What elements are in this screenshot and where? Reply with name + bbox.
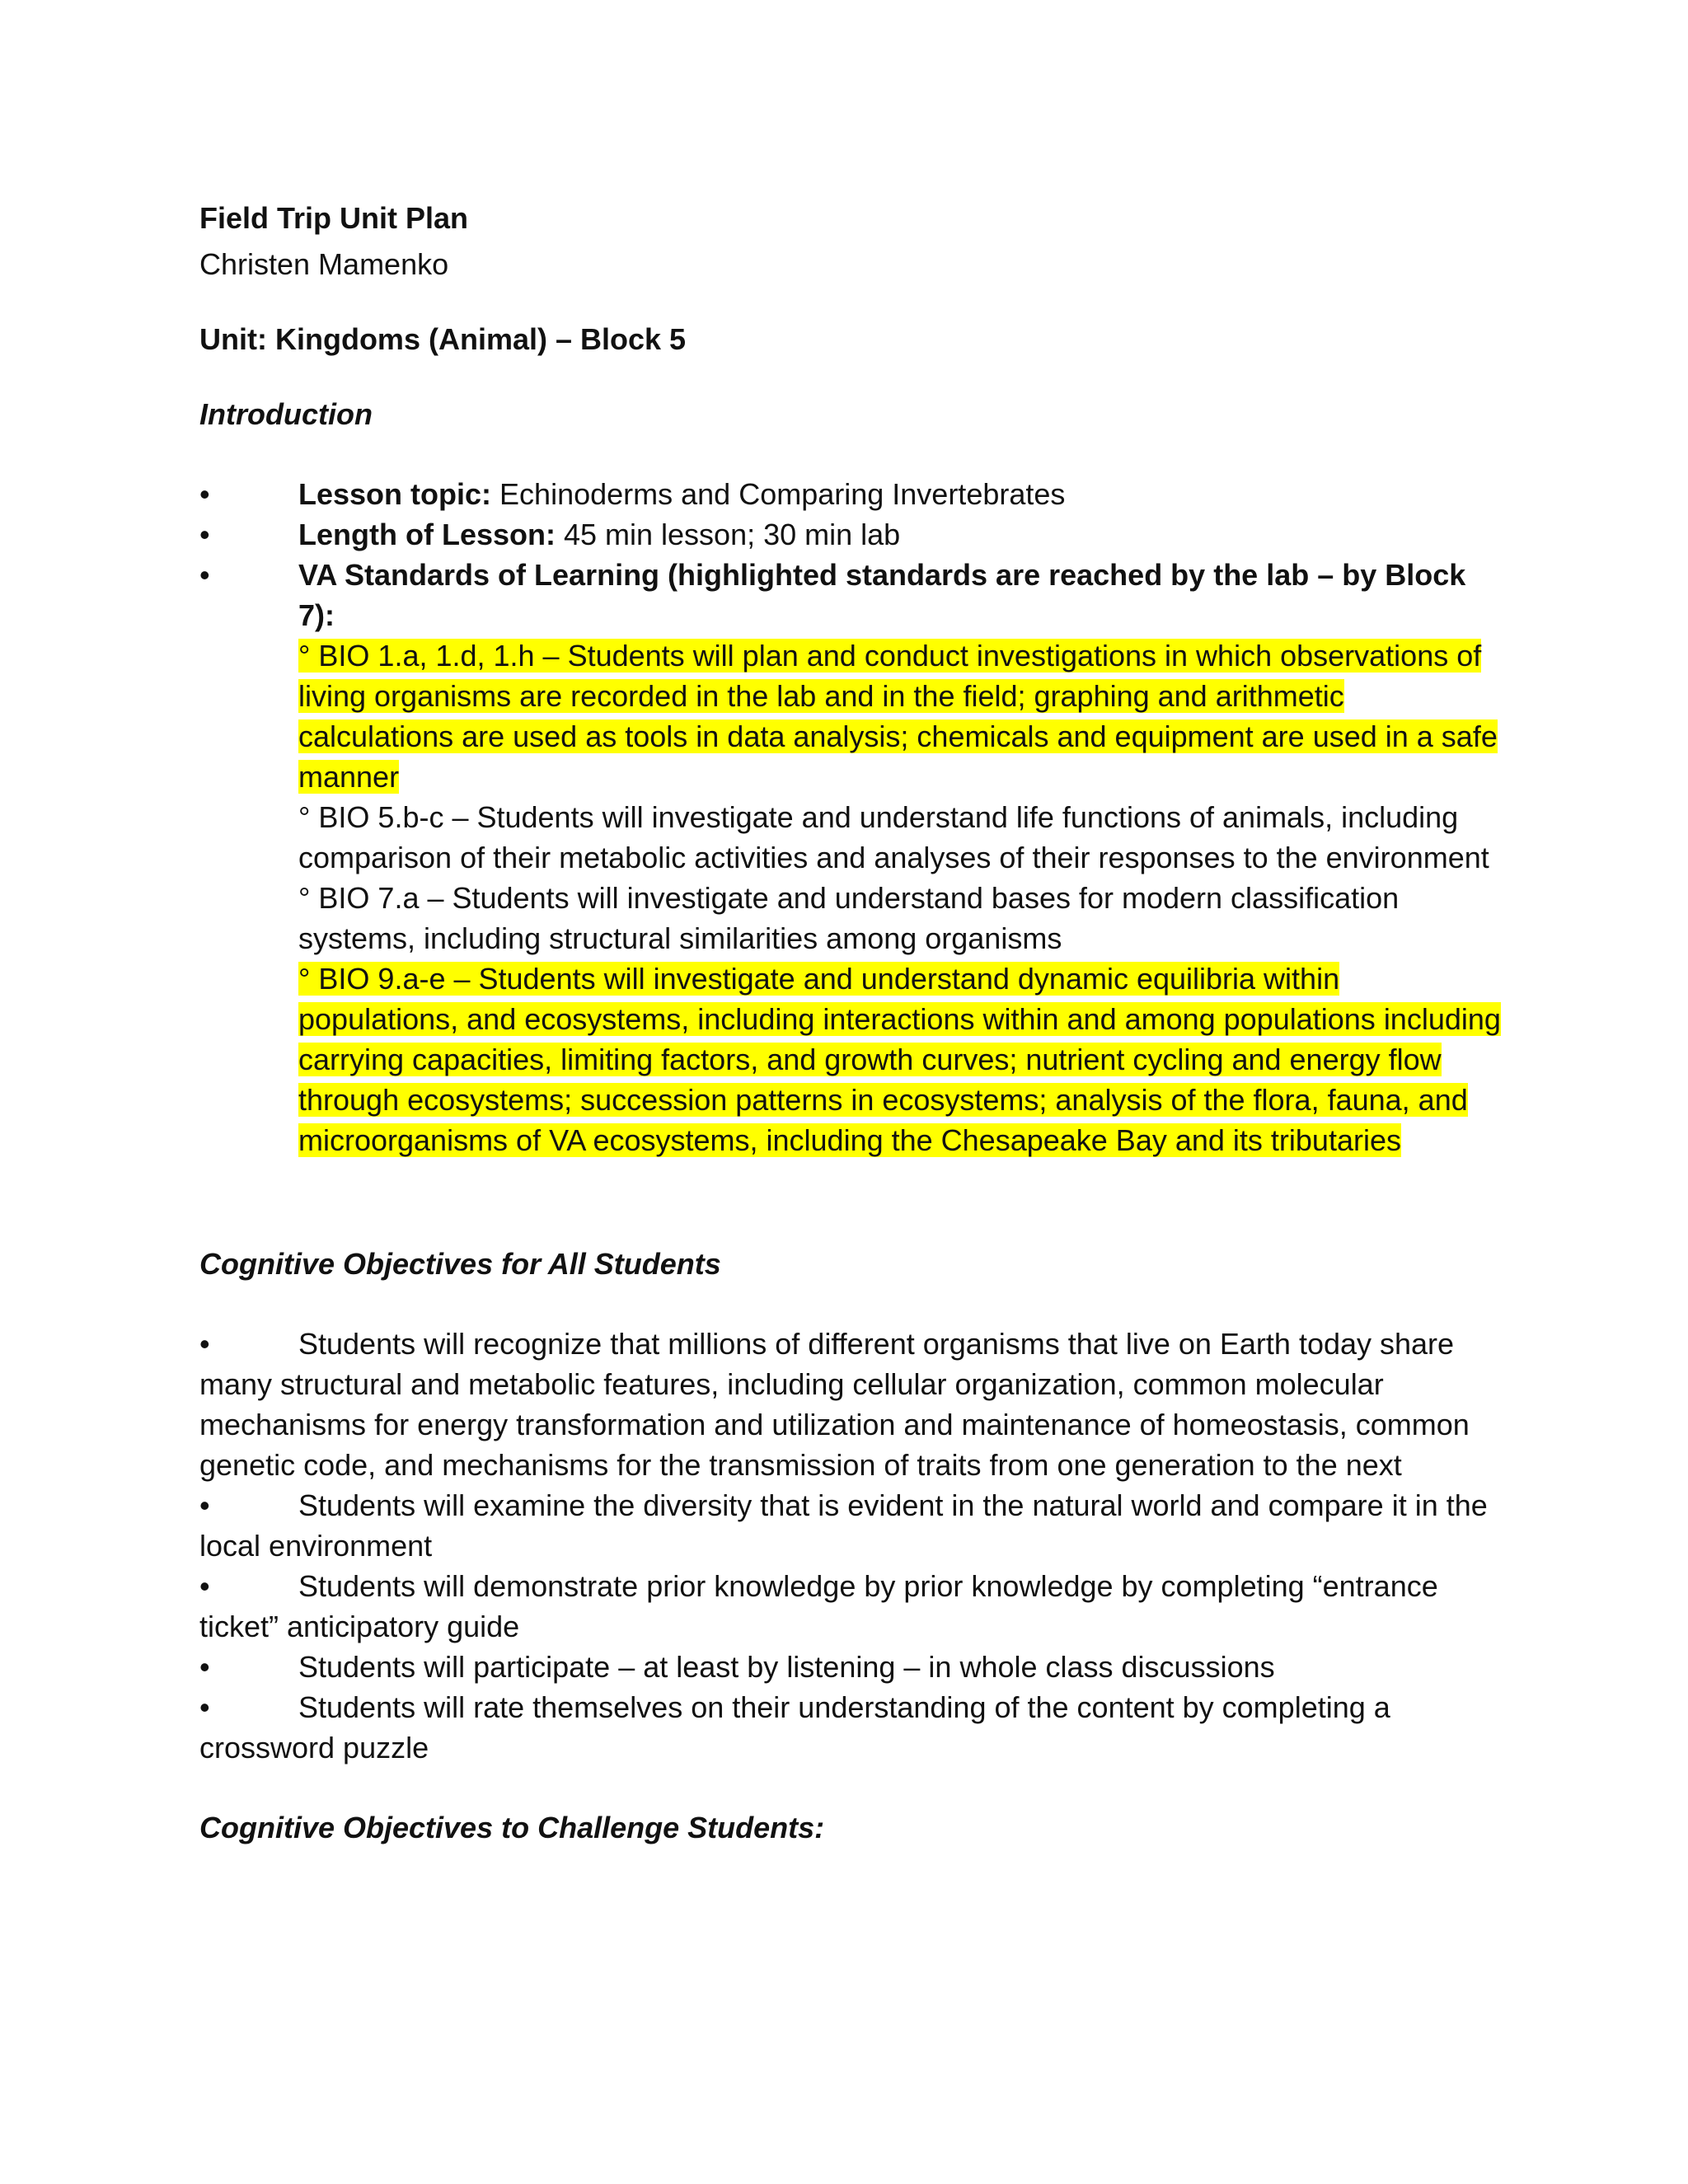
list-item <box>199 1485 1502 1566</box>
unit-heading: Unit: Kingdoms (Animal) – Block 5 <box>199 322 687 356</box>
objective-text: Students will examine the diversity that is evident in the natural world and compare it in the local environment <box>199 1488 1488 1563</box>
list-item <box>199 1687 1502 1768</box>
list-item <box>199 1647 1502 1687</box>
bullet-icon: • <box>199 1488 210 1522</box>
standard-bio-5 <box>298 797 1502 878</box>
intro-item-body <box>298 474 1502 514</box>
author-name: Christen Mamenko <box>199 247 449 281</box>
standard-text: ° BIO 7.a – Students will investigate and understand bases for modern classification systems, including structural similarities among organisms <box>298 881 1400 955</box>
intro-item-label: Length of Lesson: <box>298 518 556 551</box>
intro-item-lesson-topic <box>199 474 1502 514</box>
list-item <box>199 1566 1502 1647</box>
standard-bio-1 <box>298 635 1502 797</box>
intro-item-body <box>298 555 1502 1160</box>
standard-text-highlighted: ° BIO 1.a, 1.d, 1.h – Students will plan and conduct investigations in which observations of living organisms are recorded in the lab and in the field; graphing and arithmetic calculations are used as tools in data analysis; chemicals and equipment are used in a safe manner <box>298 639 1498 794</box>
intro-item-standards <box>199 555 1502 1160</box>
document-page <box>199 198 1502 1848</box>
objective-text: Students will recognize that millions of different organisms that live on Earth today share many structural and metabolic features, including cellular organization, common molecular mechanisms for energy transformation and utilization and maintenance of homeostasis, common genetic code, and mechanisms for the transmission of traits from one generation to the next <box>199 1327 1470 1482</box>
document-title: Field Trip Unit Plan <box>199 201 469 235</box>
standard-text: ° BIO 5.b-c – Students will investigate and understand life functions of animals, including comparison of their metabolic activities and analyses of their responses to the environment <box>298 800 1489 874</box>
standards-label: VA Standards of Learning (highlighted standards are reached by the lab – by Block 7): <box>298 558 1466 632</box>
cognitive-challenge-heading: Cognitive Objectives to Challenge Students: <box>199 1811 825 1844</box>
intro-item-text: 45 min lesson; 30 min lab <box>555 518 901 551</box>
cognitive-all-heading: Cognitive Objectives for All Students <box>199 1247 721 1281</box>
bullet-icon: • <box>199 1650 210 1684</box>
objective-text: Students will rate themselves on their understanding of the content by completing a crossword puzzle <box>199 1690 1390 1765</box>
bullet-icon: • <box>199 1327 210 1361</box>
intro-item-label: Lesson topic: <box>298 477 492 511</box>
standard-bio-7 <box>298 878 1502 958</box>
intro-item-body <box>298 514 1502 555</box>
bullet-icon: • <box>199 558 210 592</box>
intro-item-text: Echinoderms and Comparing Invertebrates <box>491 477 1066 511</box>
objective-text: Students will demonstrate prior knowledge by prior knowledge by completing “entrance ticket” anticipatory guide <box>199 1569 1438 1643</box>
bullet-icon: • <box>199 1690 210 1724</box>
introduction-heading: Introduction <box>199 397 373 431</box>
bullet-icon: • <box>199 1569 210 1603</box>
standard-text-highlighted: ° BIO 9.a-e – Students will investigate and understand dynamic equilibria within populations, and ecosystems, including interactions within and among populations including carrying capacities, limiting factors, and growth curves; nutrient cycling and energy flow through ecosystems; succession patterns in ecosystems; analysis of the flora, fauna, and microorganisms of VA ecosystems, including the Chesapeake Bay and its tributaries <box>298 962 1501 1157</box>
intro-item-lesson-length <box>199 514 1502 555</box>
list-item <box>199 1324 1502 1485</box>
standard-bio-9 <box>298 958 1502 1160</box>
objective-text: Students will participate – at least by listening – in whole class discussions <box>298 1650 1275 1684</box>
bullet-icon: • <box>199 477 210 511</box>
bullet-icon: • <box>199 518 210 551</box>
